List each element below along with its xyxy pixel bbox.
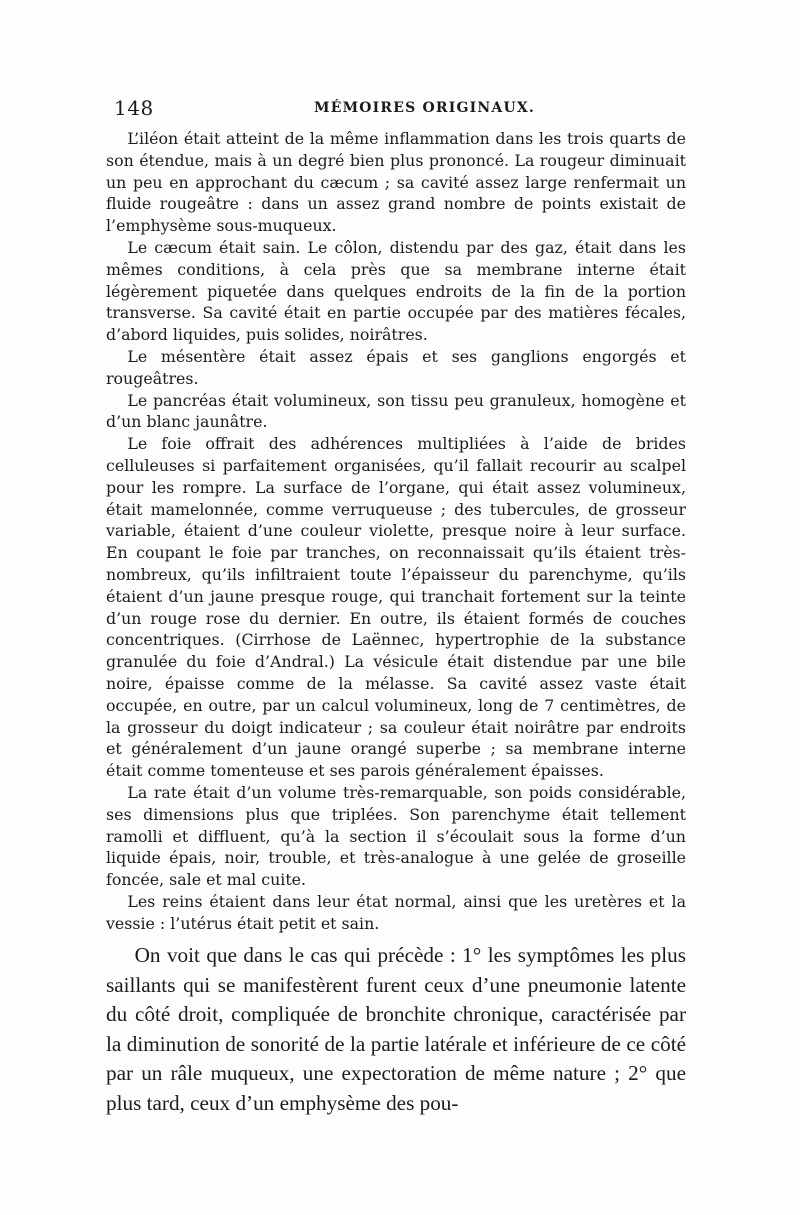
conclusion-paragraph: On voit que dans le cas qui précède : 1° les symptômes les plus saillants qui se manifestèrent furent ceux d’une pneumonie latente du côté droit, compliquée de bronchite chronique, caractérisée par la diminution de sonorité de la partie latérale et inférieure de ce côté par un râle muqueux, une expectoration de même nature ; 2° que plus tard, ceux d’un emphysème des pou- <box>106 943 686 1115</box>
body-text <box>106 128 686 1118</box>
running-head <box>114 96 686 122</box>
paragraph-foie: Le foie offrait des adhérences multipliées à l’aide de brides celluleuses si parfaitement organisées, qu’il fallait recourir au scalpel pour les rompre. La surface de l’organe, qui était assez volumineux, était mamelonnée, comme verruqueuse ; des tubercules, de grosseur variable, étaient d’une couleur violette, presque noire à leur surface. En coupant le foie par tranches, on reconnaissait qu’ils étaient très-nombreux, qu’ils infiltraient toute l’épaisseur du parenchyme, qu’ils étaient d’un jaune presque rouge, qui tranchait fortement sur la teinte d’un rouge rose du dernier. En outre, ils étaient formés de couches concentriques. (Cirrhose de Laënnec, hypertrophie de la substance granulée du foie d’Andral.) La vésicule était distendue par une bile noire, épaisse comme de la mélasse. Sa cavité assez vaste était occupée, en outre, par un calcul volumineux, long de 7 centimètres, de la grosseur du doigt indicateur ; sa couleur était noirâtre par endroits et généralement d’un jaune orangé superbe ; sa membrane interne était comme tomenteuse et ses parois généralement épaisses. <box>106 434 686 781</box>
case-description <box>106 128 686 934</box>
paragraph-pancreas: Le pancréas était volumineux, son tissu peu granuleux, homogène et d’un blanc jaunâtre. <box>106 390 686 432</box>
running-title: MÉMOIRES ORIGINAUX. <box>314 100 535 116</box>
page-number: 148 <box>114 96 154 120</box>
paragraph-caecum: Le cæcum était sain. Le côlon, distendu par des gaz, était dans les mêmes conditions, à cela près que sa membrane interne était légèrement piquetée dans quelques endroits de la fin de la portion transverse. Sa cavité était en partie occupée par des matières fécales, d’abord liquides, puis solides, noirâtres. <box>106 237 686 345</box>
paragraph-ileon: L’iléon était atteint de la même inflammation dans les trois quarts de son étendue, mais à un degré bien plus prononcé. La rougeur diminuait un peu en approchant du cæcum ; sa cavité assez large renfermait un fluide rougeâtre : dans un assez grand nombre de points existait de l’emphysème sous-muqueux. <box>106 129 686 236</box>
paragraph-mesentere: Le mésentère était assez épais et ses ganglions engorgés et rougeâtres. <box>106 346 686 388</box>
paragraph-rate: La rate était d’un volume très-remarquable, son poids considérable, ses dimensions plus que triplées. Son parenchyme était tellement ramolli et diffluent, qu’à la section il s’écoulait sous la forme d’un liquide épais, noir, trouble, et très-analogue à une gelée de groseille foncée, sale et mal cuite. <box>106 782 686 890</box>
paragraph-reins: Les reins étaient dans leur état normal, ainsi que les uretères et la vessie : l’utérus était petit et sain. <box>106 891 686 933</box>
